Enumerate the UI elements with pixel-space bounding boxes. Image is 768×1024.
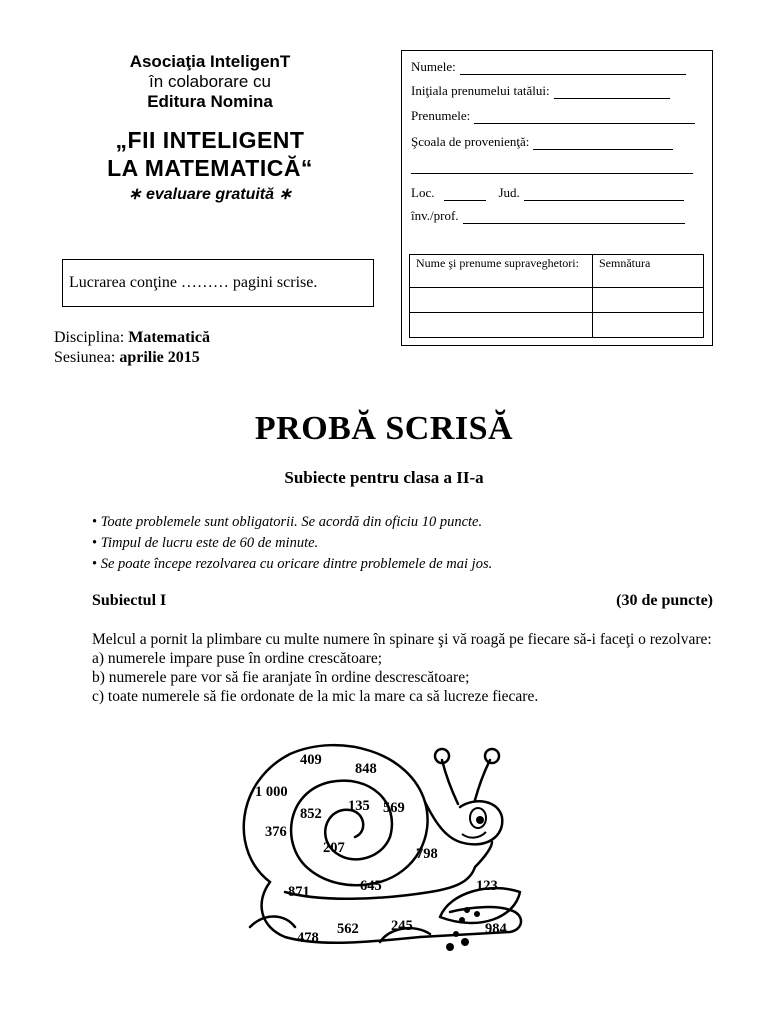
header-organizer (40, 52, 380, 204)
field-teacher-line[interactable] (463, 211, 685, 224)
snail-number: 376 (265, 824, 287, 840)
problem-item-a: a) numerele impare puse în ordine crescătoare; (92, 650, 383, 667)
rule-item: • Toate problemele sunt obligatorii. Se acordă din oficiu 10 puncte. (92, 512, 492, 533)
subject-points: (30 de puncte) (616, 592, 713, 609)
snail-dots (446, 907, 480, 951)
snail-number: 478 (297, 930, 319, 946)
supervisor-name-cell[interactable] (410, 313, 593, 338)
snail-number: 245 (391, 918, 413, 934)
snail-number: 569 (383, 800, 405, 816)
discipline-session (54, 328, 210, 368)
snail-number: 645 (360, 878, 382, 894)
problem-text (54, 630, 713, 706)
snail-number: 852 (300, 806, 322, 822)
problem-intro: Melcul a pornit la plimbare cu multe numere în spinare şi vă roagă pe fiecare să-i faceţi o rezolvare: (92, 631, 712, 648)
supervisors-table (409, 254, 704, 338)
evaluation-note: ∗ evaluare gratuită ∗ (128, 186, 292, 203)
discipline-label: Disciplina: (54, 329, 125, 346)
snail-number: 798 (416, 846, 438, 862)
field-teacher (411, 208, 685, 224)
field-father-initial (411, 83, 670, 99)
snail-number: 984 (485, 921, 507, 937)
pages-count-box: Lucrarea conţine ……… pagini scrise. (62, 259, 374, 307)
field-name-label: Numele: (411, 59, 456, 74)
snail-number: 409 (300, 752, 322, 768)
field-school-extra (411, 161, 693, 174)
field-school-line[interactable] (533, 137, 673, 150)
field-county-line[interactable] (524, 188, 684, 201)
snail-number: 562 (337, 921, 359, 937)
snail-antenna (442, 760, 458, 804)
session-label: Sesiunea: (54, 349, 116, 366)
contest-title-line1: „FII INTELIGENT (115, 127, 305, 153)
snail-number: 848 (355, 761, 377, 777)
supervisor-sign-cell[interactable] (593, 288, 704, 313)
field-locality-line[interactable] (444, 188, 486, 201)
field-father-initial-label: Iniţiala prenumelui tatălui: (411, 83, 550, 98)
snail-number: 207 (323, 840, 345, 856)
discipline-value: Matematică (128, 329, 210, 346)
rule-item: • Se poate începe rezolvarea cu oricare dintre problemele de mai jos. (92, 554, 492, 575)
field-teacher-label: înv./prof. (411, 208, 459, 223)
problem-item-b: b) numerele pare vor să fie aranjate în ordine descrescătoare; (92, 669, 470, 686)
field-first-name (411, 108, 695, 124)
grade-subtitle: Subiecte pentru clasa a II-a (284, 468, 484, 487)
session-value: aprilie 2015 (119, 349, 200, 366)
supervisors-name-header: Nume şi prenume supraveghetori: (410, 255, 593, 288)
field-county-label: Jud. (498, 185, 520, 200)
snail-number: 871 (288, 884, 310, 900)
rules-list (92, 512, 492, 575)
snail-antenna (475, 760, 490, 800)
collab-text: în colaborare cu (149, 72, 271, 91)
field-locality (411, 185, 684, 201)
subject-header (92, 592, 713, 610)
field-father-initial-line[interactable] (554, 86, 670, 99)
field-name (411, 59, 686, 75)
field-school-label: Şcoala de provenienţă: (411, 134, 530, 149)
snail-spiral (291, 781, 392, 870)
supervisor-name-cell[interactable] (410, 288, 593, 313)
snail-number: 135 (348, 798, 370, 814)
field-school (411, 134, 673, 150)
snail-number: 1 000 (255, 784, 288, 800)
problem-item-c: c) toate numerele să fie ordonate de la mic la mare ca să lucreze fiecare. (92, 688, 539, 705)
subject-title: Subiectul I (92, 592, 167, 609)
main-title: PROBĂ SCRISĂ (254, 410, 514, 447)
field-first-name-label: Prenumele: (411, 108, 471, 123)
contest-title-line2: LA MATEMATICĂ“ (107, 155, 313, 181)
student-info-box (401, 50, 713, 346)
snail-head (425, 801, 502, 844)
supervisors-sign-header: Semnătura (593, 255, 704, 288)
rule-item: • Timpul de lucru este de 60 de minute. (92, 533, 492, 554)
field-locality-label: Loc. (411, 185, 435, 200)
supervisor-sign-cell[interactable] (593, 313, 704, 338)
snail-illustration (230, 742, 530, 957)
field-first-name-line[interactable] (474, 111, 695, 124)
field-name-line[interactable] (460, 62, 686, 75)
publisher-name: Editura Nomina (147, 92, 273, 111)
org-name: Asociaţia InteligenT (129, 52, 291, 71)
antenna-tip (485, 749, 499, 763)
field-school-line2[interactable] (411, 161, 693, 174)
snail-number: 123 (476, 878, 498, 894)
